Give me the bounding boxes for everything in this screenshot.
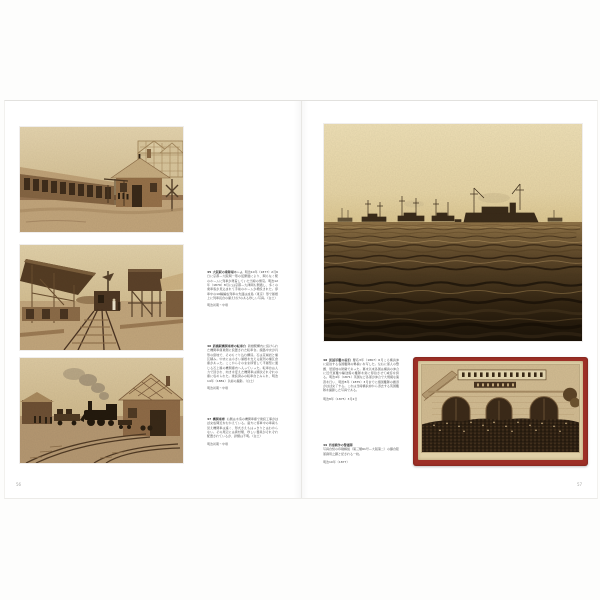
- caption-48-text: [323, 358, 399, 393]
- figure-48-date: 明治8年（1875）3月2日: [323, 396, 358, 401]
- caption-fig46: [207, 344, 278, 390]
- mounted-card-red-frame: [413, 357, 588, 466]
- figure-49-body: 写真台紙の印刷解説（第三類61号—大阪第二）の鎮台陸軍御用之蹟と記される一枚。: [323, 447, 399, 456]
- caption-fig47: [207, 417, 278, 446]
- card-cream-mat: [418, 361, 583, 460]
- photo-locomotive-shed: [20, 358, 183, 463]
- figure-49-date: 明治10年（1877）: [323, 460, 350, 465]
- caption-45-text: [207, 270, 278, 300]
- figure-49-number: 49: [323, 443, 328, 447]
- page-gutter: [301, 101, 302, 498]
- caption-fig49: [323, 443, 399, 464]
- photo-garrison-crowd: [422, 365, 579, 452]
- fleet-sea-illustration: [324, 124, 582, 341]
- figure-46-number: 46: [207, 344, 212, 348]
- station-platform-illustration: [20, 127, 183, 232]
- locomotive-yard-illustration: [20, 358, 183, 463]
- figure-45-credit: 明治初期～中頃: [207, 303, 229, 308]
- garrison-building-illustration: [422, 365, 579, 452]
- turntable-illustration: [20, 245, 183, 350]
- figure-48-title: 異国軍艦の碇泊: [328, 358, 351, 362]
- figure-48-body: 慶応3年（1867）6月ころ横浜沖に碇泊する各国艦隊の勢揃いを写した。左右に軍人の警護、居留地の防衛であった。幕末以来各国は横浜の沖合に近代軍艦や輸送船の艦隊を常に停泊させて威容を誇る。明治4年（1871）英国など各軍が沖合で大規模な演習を行い、明治8年（1875）3月までに諸国艦隊の撤退がほぼ完了する。これは当時横浜沖から退去する英国艦隊を撮影した写真である。: [323, 358, 399, 393]
- photo-turntable-construction: [20, 245, 183, 350]
- figure-49-title: 西南戦争の警護隊: [328, 443, 353, 447]
- figure-47-credit: 明治初期～中頃: [207, 441, 229, 446]
- page-number-left: 56: [16, 482, 22, 487]
- figure-45-number: 45: [207, 270, 212, 274]
- page-number-right: 57: [577, 482, 583, 487]
- figure-46-title: 新橋駅機関車庫の転車台: [212, 344, 246, 348]
- caption-fig48: [323, 358, 399, 401]
- figure-46-credit: 明治初期～中頃: [207, 386, 229, 391]
- figure-46-body: 新橋駅構内に設けられた機関車庫東側に設置された転車台。線路中央が円形の窪地で、そのもぐり込む構造。石は花崗岩と煉瓦積み。中央には小さい屋根を支える縦列の煉瓦倉庫があった。ここからそのまま移管して平屋型に通じる石上屋の機関庫内へ入っていった。転車台は人力で回され、向きを変えた機関車は順次それぞれの庫に収められた。建設済みの転車台とみられ、明治14年（1881）以前の撮影。（白土）: [207, 344, 278, 383]
- figure-47-title: 機関車庫: [212, 417, 225, 421]
- figure-45-title: 大阪駅の乗降場ホーム: [212, 270, 243, 274]
- photo-station-platform: [20, 127, 183, 232]
- figure-47-number: 47: [207, 417, 212, 421]
- caption-fig45: [207, 270, 278, 308]
- gutter-shadow-left: [294, 101, 301, 498]
- figure-47-body: 右側は木造の機関車庫で建設工事がほぼ完成間近をむかえている。遠方に停車中の車両も見え機関車は遠く、形式さえもはっきりとはわからない。その周辺には資材類、珍しい器具がそれぞれ配置されているが、詳細は不明。（白土）: [207, 417, 278, 439]
- figure-48-number: 48: [323, 358, 328, 362]
- caption-46-text: [207, 344, 278, 383]
- caption-47-text: [207, 417, 278, 439]
- figure-45-body: 明治10年（1877）2月6日に京都—大阪間一帯の仮開通により、間もなく駅のホームに列車が発着していた当時の情景。明治12年（1879）8月には京都—大津間も開通し、多くの乗車客が見込まれて手前のホームが増設された。停車中の10輛編成列車の先頭は成島（東京）形で屋根上に列車長台の備え付けのある珍しい写真。（白土）: [207, 270, 278, 301]
- photo-fleet-at-sea: [324, 124, 582, 341]
- gutter-shadow-right: [301, 101, 308, 498]
